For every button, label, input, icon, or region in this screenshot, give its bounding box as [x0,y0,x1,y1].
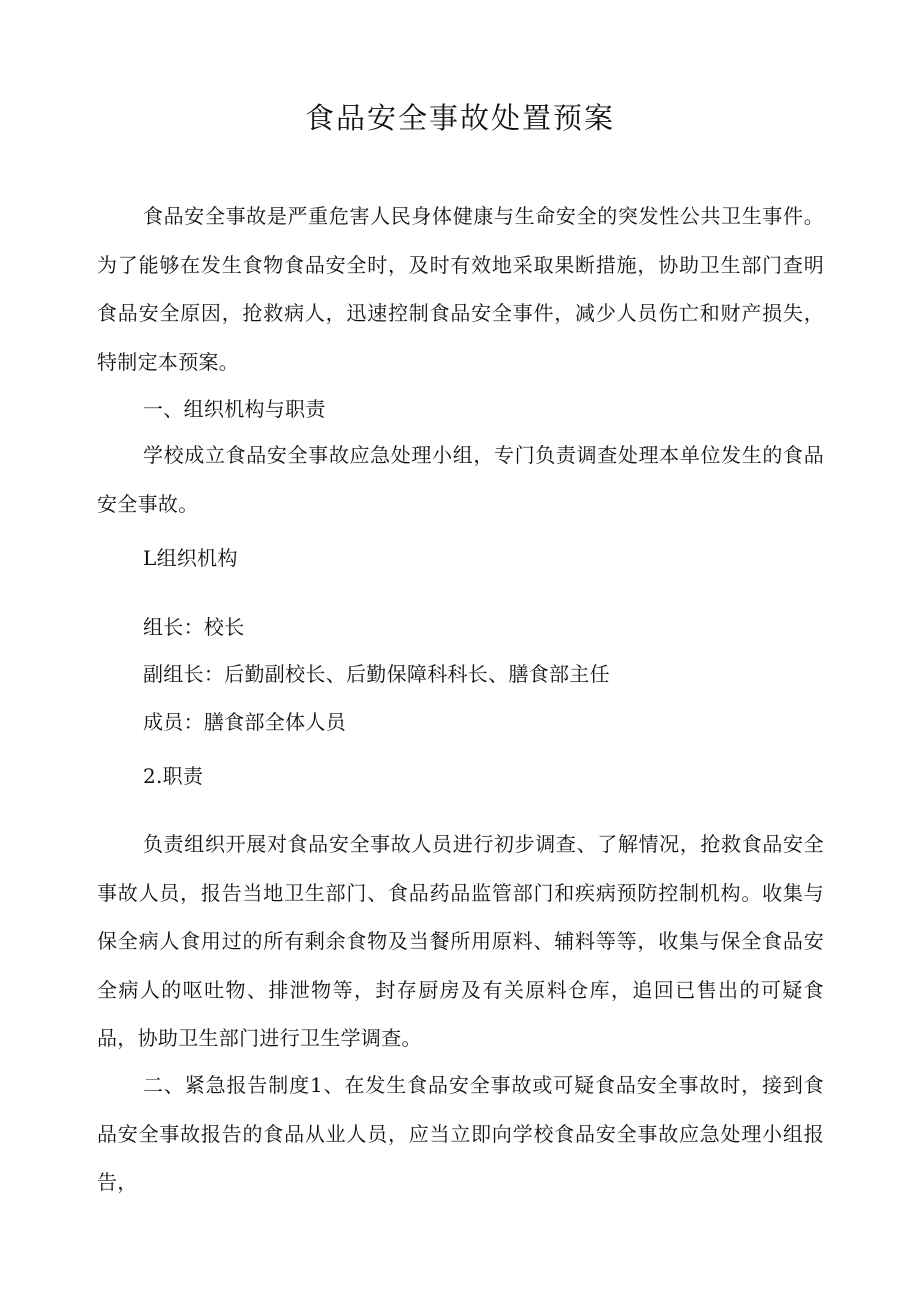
document-title: 食品安全事故处置预案 [304,101,615,135]
organization-description: 学校成立食品安全事故应急处理小组，专门负责调查处理本单位发生的食品安全事故。 [97,443,824,516]
section-heading: 一、组织机构与职责 [143,397,326,421]
leader-line-section [97,603,824,652]
intro-paragraph: 食品安全事故是严重危害人民身体健康与生命安全的突发性公共卫生事件。为了能够在发生食物食品安全时，及时有效地采取果断措施，协助卫生部门查明食品安全原因，抢救病人，迅速控制食品安全事件，减少人员伤亡和财产损失，特制定本预案。 [97,204,824,374]
subsection-heading-duties: 2.职责 [143,764,204,788]
duties-paragraph: 负责组织开展对食品安全事故人员进行初步调查、了解情况，抢救食品安全事故人员，报告当地卫生部门、食品药品监管部门和疾病预防控制机构。收集与保全病人食用过的所有剩余食物及当餐所用原料、辅料等等，收集与保全食品安全病人的呕吐物、排泄物等，封存厨房及有关原料仓库，追回已售出的可疑食品，协助卫生部门进行卫生学调查。 [97,832,824,1050]
deputy-leader-line-section [97,650,824,699]
leader-line: 组长：校长 [143,615,245,639]
organization-description-section [97,431,824,528]
members-line-section [97,698,824,747]
duties-heading-section [97,752,824,801]
duties-section [97,820,824,1063]
deputy-leader-line: 副组长：后勤副校长、后勤保障科科长、膳食部主任 [143,662,610,686]
members-line: 成员：膳食部全体人员 [143,710,346,734]
org-structure-heading-section [97,534,824,583]
emergency-report-paragraph: 二、紧急报告制度1、在发生食品安全事故或可疑食品安全事故时，接到食品安全事故报告的食品从业人员，应当立即向学校食品安全事故应急处理小组报告， [97,1073,824,1194]
emergency-report-section [97,1061,824,1207]
intro-section [97,192,824,386]
subsection-heading-structure: L组织机构 [143,546,238,570]
section-heading-organization [97,385,824,434]
